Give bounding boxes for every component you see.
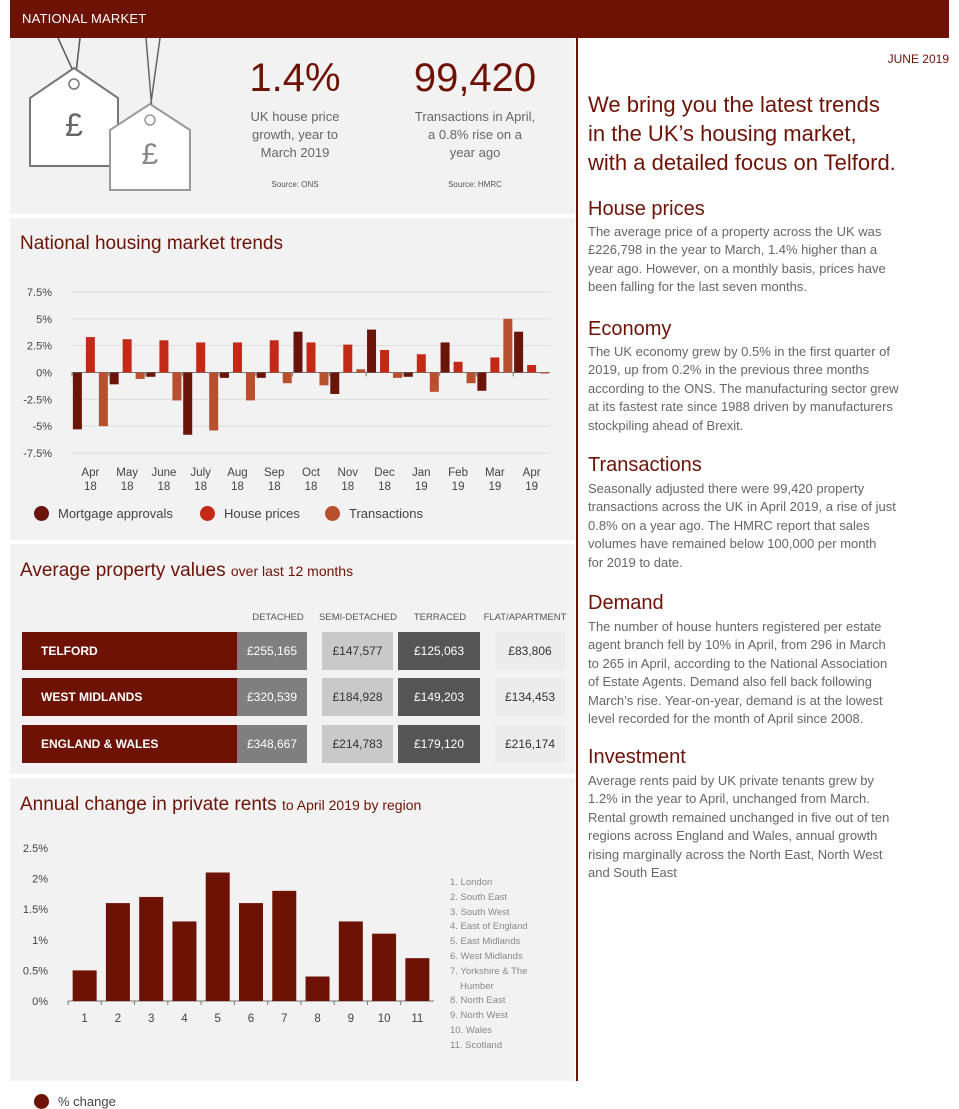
x-tick-label: June [151, 467, 177, 479]
legend-percent-change [34, 1094, 116, 1109]
bar-rent-change [139, 897, 163, 1001]
row-label-telford: TELFORD [22, 632, 237, 670]
body-line: 0.8% on a year ago. The HMRC report that sales [588, 517, 870, 533]
bar-house-prices [490, 357, 499, 372]
cell-terraced: £179,120 [398, 725, 480, 763]
bar-transactions [209, 373, 218, 431]
bar-house-prices [380, 350, 389, 373]
bar-house-prices [233, 342, 242, 372]
left-column [10, 38, 575, 1109]
bar-rent-change [372, 934, 396, 1001]
body-line: The number of house hunters registered per estate [588, 619, 882, 634]
body-line: at its fastest rate since 1988 driven by manufacturers [588, 399, 893, 415]
region-key-item: 11. Scotland [450, 1039, 503, 1051]
x-tick-label: 19 [414, 481, 428, 493]
x-tick-label: Aug [227, 467, 248, 479]
x-tick-label: 8 [314, 1013, 321, 1025]
body-line: Rental growth remained unchanged in five out of ten [588, 809, 890, 825]
y-tick-label: 1% [32, 934, 48, 947]
legend-swatch-icon [325, 506, 340, 521]
intro-line: We bring you the latest trends [588, 92, 880, 117]
body-line: according to the ONS. The manufacturing sector grew [588, 380, 899, 396]
bar-transactions [320, 373, 329, 386]
x-tick-label: Dec [374, 467, 395, 479]
cell-flat: £134,453 [495, 678, 565, 716]
rents-panel [10, 778, 575, 1109]
x-tick-label: 18 [83, 481, 97, 493]
bar-house-prices [270, 340, 279, 372]
body-line: and South East [588, 865, 677, 881]
stat-caption-line: UK house price [250, 109, 340, 124]
bar-house-prices [527, 365, 536, 373]
intro-text [588, 90, 949, 177]
x-tick-label: 18 [378, 481, 391, 493]
rents-title-text: Annual change in private rents [20, 794, 277, 815]
x-tick-label: 3 [147, 1013, 155, 1025]
body-line: March’s rise. Year-on-year, demand is at the lowest [588, 692, 883, 708]
property-values-panel [10, 544, 575, 774]
legend-label: House prices [224, 506, 300, 521]
bar-mortgage-approvals [294, 332, 303, 373]
bar-rent-change [239, 903, 263, 1001]
pound-tag-icon [110, 104, 190, 190]
region-key-item: 1. London [450, 877, 493, 888]
body-line: been falling for the last seven months. [588, 279, 807, 295]
body-line: The UK economy grew by 0.5% in the first quarter of [588, 344, 891, 359]
x-tick-label: 18 [341, 481, 355, 493]
region-key-item: 2. South East [450, 891, 508, 903]
bar-transactions [172, 373, 181, 401]
bar-rent-change [306, 977, 330, 1001]
bar-mortgage-approvals [73, 373, 82, 430]
rents-title [20, 794, 421, 816]
region-key-item: 10. Wales [450, 1024, 492, 1036]
region-key-item: 7. Yorkshire & The [450, 965, 528, 977]
trends-chart [10, 280, 575, 510]
bar-mortgage-approvals [220, 373, 229, 378]
stat-value-growth: 1.4% [249, 56, 341, 100]
bar-transactions [430, 373, 439, 392]
y-tick-label: 5% [36, 313, 52, 326]
bar-transactions [356, 369, 365, 372]
pound-tag-icon [30, 68, 118, 166]
region-key-item: Humber [460, 980, 494, 992]
x-tick-label: 6 [247, 1013, 255, 1025]
values-subtitle: over last 12 months [230, 563, 354, 579]
stat-caption-line: a 0.8% rise on a [428, 127, 522, 142]
intro-line: in the UK’s housing market, [588, 121, 857, 146]
bar-mortgage-approvals [441, 342, 450, 372]
bar-mortgage-approvals [514, 332, 523, 373]
legend-house-prices [200, 506, 300, 521]
bar-house-prices [196, 342, 205, 372]
x-tick-label: 1 [81, 1013, 88, 1025]
cell-flat: £83,806 [495, 632, 565, 670]
legend-label: Transactions [349, 506, 423, 521]
body-line: level recorded for the month of April since 2008. [588, 711, 864, 727]
banner-title: NATIONAL MARKET [22, 11, 147, 26]
cell-semi-detached: £147,577 [322, 632, 393, 670]
stat-source-hmrc: Source: HMRC [448, 180, 502, 189]
headline-stats-panel [10, 38, 575, 214]
col-header-terraced: TERRACED [413, 612, 467, 623]
legend-swatch-icon [34, 1094, 49, 1109]
bar-house-prices [307, 342, 316, 372]
body-line: regions across England and Wales, annual growth [588, 828, 878, 844]
col-header-flat: FLAT/APARTMENT [483, 612, 567, 623]
rents-chart [10, 838, 440, 1068]
body-line: rising marginally across the North East, North West [588, 846, 883, 862]
trends-panel [10, 218, 575, 540]
cell-terraced: £149,203 [398, 678, 480, 716]
section-heading-investment: Investment [588, 746, 686, 768]
section-body-house-prices [588, 223, 943, 297]
y-tick-label: 1.5% [22, 904, 48, 917]
x-tick-label: Apr [522, 467, 541, 479]
legend-transactions [325, 506, 423, 521]
bar-mortgage-approvals [183, 373, 192, 435]
col-header-detached: DETACHED [252, 612, 304, 623]
region-key-item: 9. North West [450, 1010, 508, 1022]
y-tick-label: 0.5% [22, 965, 48, 978]
cell-detached: £255,165 [237, 632, 307, 670]
bar-transactions [246, 373, 255, 401]
banner [10, 0, 949, 38]
bar-transactions [467, 373, 476, 384]
x-tick-label: Sep [263, 467, 285, 479]
stat-caption-line: growth, year to [252, 127, 338, 142]
body-line: 2019, up from 0.2% in the previous three months [588, 362, 870, 378]
legend-swatch-icon [200, 506, 215, 521]
legend-swatch-icon [34, 506, 49, 521]
section-heading-demand: Demand [588, 592, 664, 614]
bar-mortgage-approvals [477, 373, 486, 391]
x-tick-label: July [190, 467, 211, 479]
body-line: Seasonally adjusted there were 99,420 property [588, 481, 865, 496]
row-label-west-midlands: WEST MIDLANDS [22, 678, 237, 716]
y-tick-label: 0% [36, 367, 52, 380]
body-line: The average price of a property across the UK was [588, 224, 882, 239]
stat-caption-line: March 2019 [260, 145, 330, 160]
col-header-semi: SEMI-DETACHED [319, 612, 397, 623]
x-tick-label: Apr [81, 467, 100, 479]
values-title-text: Average property values [20, 560, 226, 581]
bar-transactions [283, 373, 292, 384]
cell-flat: £216,174 [495, 725, 565, 763]
bar-transactions [136, 373, 145, 379]
section-heading-transactions: Transactions [588, 454, 702, 476]
region-key-item: 3. South West [450, 906, 510, 918]
y-tick-label: -5% [32, 421, 52, 434]
x-tick-label: 2 [114, 1013, 122, 1025]
body-line: agent branch fell by 10% in April, from 296 in March [588, 637, 886, 653]
bar-rent-change [73, 970, 97, 1001]
x-tick-label: 10 [377, 1013, 391, 1025]
region-key-item: 8. North East [450, 995, 506, 1007]
svg-text:£: £ [65, 107, 83, 143]
bar-house-prices [86, 337, 95, 372]
rents-subtitle: to April 2019 by region [281, 797, 422, 813]
x-tick-label: 18 [304, 481, 318, 493]
bar-house-prices [454, 362, 463, 373]
y-tick-label: 7.5% [26, 287, 52, 299]
body-line: Average rents paid by UK private tenants grew by [588, 773, 874, 788]
bar-rent-change [405, 958, 429, 1001]
bar-house-prices [159, 340, 168, 372]
bar-house-prices [343, 345, 352, 373]
body-line: £226,798 in the year to March, 1.4% higher than a [588, 242, 878, 258]
section-body-economy [588, 343, 943, 435]
region-key-item: 5. East Midlands [450, 936, 521, 948]
bar-transactions [99, 373, 108, 427]
bar-mortgage-approvals [257, 373, 266, 378]
body-line: stockpiling ahead of Brexit. [588, 417, 744, 433]
x-tick-label: Jan [412, 467, 431, 479]
stat-caption-transactions [395, 108, 555, 162]
y-tick-label: -7.5% [23, 448, 52, 460]
x-tick-label: 19 [451, 481, 465, 493]
region-key-item: 6. West Midlands [450, 950, 523, 962]
body-line: to 265 in April, according to the National Association [588, 655, 888, 671]
bar-rent-change [106, 903, 130, 1001]
x-tick-label: 18 [157, 481, 171, 493]
body-line: for 2019 to date. [588, 554, 683, 570]
svg-text:£: £ [141, 138, 159, 171]
bar-transactions [540, 373, 549, 374]
x-tick-label: 18 [231, 481, 244, 493]
bar-transactions [503, 319, 512, 373]
bar-mortgage-approvals [330, 373, 339, 394]
bar-mortgage-approvals [146, 373, 155, 377]
bar-mortgage-approvals [404, 373, 413, 377]
x-tick-label: 19 [488, 481, 502, 493]
x-tick-label: 5 [214, 1013, 221, 1025]
legend-label: % change [58, 1094, 116, 1109]
bar-house-prices [417, 354, 426, 372]
section-body-transactions [588, 480, 943, 572]
x-tick-label: 9 [347, 1013, 355, 1025]
y-tick-label: 2.5% [26, 340, 52, 353]
x-tick-label: 18 [267, 481, 281, 493]
x-tick-label: 18 [194, 481, 208, 493]
x-tick-label: Nov [337, 467, 358, 479]
cell-semi-detached: £214,783 [322, 725, 393, 763]
legend-label: Mortgage approvals [58, 506, 173, 521]
x-tick-label: Mar [484, 467, 505, 479]
stat-caption-line: Transactions in April, [414, 109, 536, 124]
stat-caption-growth [220, 108, 370, 162]
x-tick-label: 18 [120, 481, 134, 493]
y-tick-label: 2% [32, 873, 48, 886]
section-body-investment [588, 772, 943, 882]
legend-mortgage [34, 506, 173, 521]
region-key-item: 4. East of England [450, 921, 528, 933]
intro-line: with a detailed focus on Telford. [588, 150, 896, 175]
bar-rent-change [172, 921, 196, 1001]
row-label-england-wales: ENGLAND & WALES [22, 725, 237, 763]
y-tick-label: 2.5% [22, 843, 48, 855]
cell-terraced: £125,063 [398, 632, 480, 670]
y-tick-label: -2.5% [23, 394, 52, 407]
bar-mortgage-approvals [110, 373, 119, 385]
region-key [450, 876, 528, 1054]
x-tick-label: 4 [181, 1013, 188, 1025]
body-line: year ago. However, on a monthly basis, prices have [588, 260, 886, 276]
x-tick-label: 7 [281, 1013, 288, 1025]
bar-house-prices [123, 339, 132, 372]
body-line: volumes have remained below 100,000 per month [588, 536, 877, 552]
x-tick-label: Feb [448, 467, 468, 479]
x-tick-label: 11 [411, 1013, 424, 1025]
stat-caption-line: year ago [449, 145, 501, 160]
x-tick-label: Oct [302, 467, 320, 479]
section-body-demand [588, 618, 943, 728]
body-line: 1.2% in the year to April, unchanged from March. [588, 791, 870, 807]
cell-semi-detached: £184,928 [322, 678, 393, 716]
bar-mortgage-approvals [367, 330, 376, 373]
values-title [20, 560, 353, 582]
cell-detached: £320,539 [237, 678, 307, 716]
bar-rent-change [272, 891, 296, 1001]
bar-rent-change [339, 921, 363, 1001]
stat-value-transactions: 99,420 [413, 56, 537, 100]
x-tick-label: 19 [525, 481, 539, 493]
price-tags-illustration [18, 38, 198, 198]
stat-source-ons: Source: ONS [271, 180, 319, 189]
issue-date: JUNE 2019 [887, 52, 949, 66]
bar-rent-change [206, 872, 230, 1001]
column-divider [576, 38, 578, 1081]
section-heading-house-prices: House prices [588, 198, 705, 220]
bar-transactions [393, 373, 402, 378]
y-tick-label: 0% [32, 996, 48, 1008]
section-heading-economy: Economy [588, 318, 672, 340]
body-line: of Estate Agents. Demand also fell back following [588, 674, 872, 690]
cell-detached: £348,667 [237, 725, 307, 763]
x-tick-label: May [116, 467, 139, 479]
trends-title: National housing market trends [20, 233, 283, 254]
body-line: transactions across the UK in April 2019, a rise of just [588, 499, 896, 515]
